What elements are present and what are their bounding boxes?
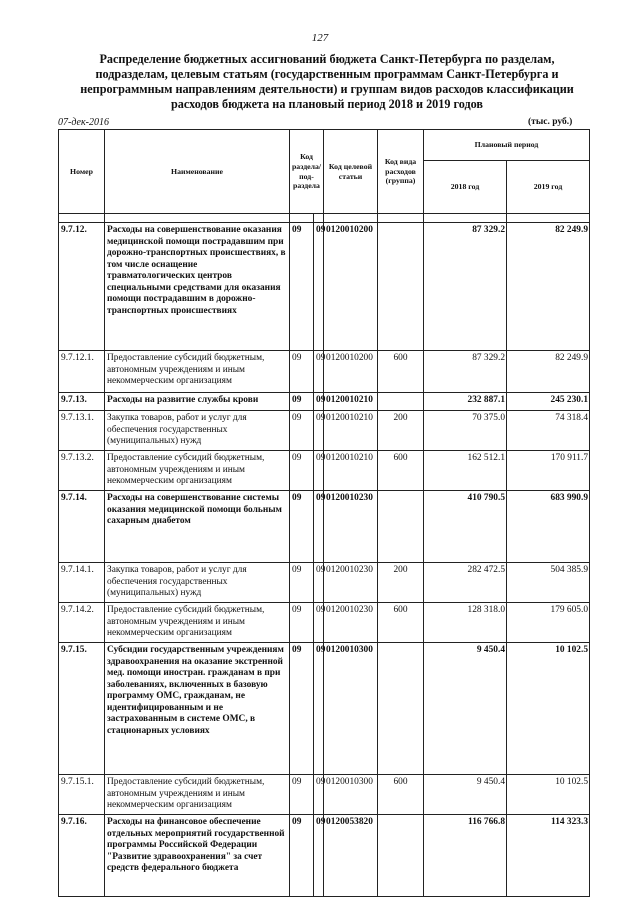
document-title: Распределение бюджетных ассигнований бюджета Санкт-Петербурга по разделам, подразделам, целевым статьям (государственным программам Санкт-Петербурга и непрограммным направлениям деятельности) и группам видов расходов классификации расходов бюджета на плановый период 2018 и 2019 годов <box>80 52 574 111</box>
row-expense-type <box>378 223 424 351</box>
row-subsection-code: 09 <box>314 393 324 411</box>
row-name: Субсидии государственным учреждениям здравоохранения на оказание экстренной мед. помощи иностран. гражданам в при заболеваниях, включенных в базовую программу ОМС, гражданам, не идентифицированным и не застрахованным в системе ОМС, в стационарных условиях <box>105 643 290 775</box>
header-year-2018: 2018 год <box>424 161 507 214</box>
table-row <box>59 603 590 643</box>
row-amount-2018: 410 790.5 <box>424 491 507 563</box>
budget-table <box>58 129 590 897</box>
row-amount-2019: 74 318.4 <box>507 411 590 451</box>
row-amount-2019: 245 230.1 <box>507 393 590 411</box>
table-row <box>59 815 590 897</box>
row-subsection-code: 09 <box>314 603 324 643</box>
row-subsection-code: 09 <box>314 491 324 563</box>
row-name: Расходы на совершенствование системы оказания медицинской помощи больным сахарным диабетом <box>105 491 290 563</box>
row-number: 9.7.13.1. <box>59 411 105 451</box>
row-section-code: 09 <box>290 393 314 411</box>
row-amount-2019: 504 385.9 <box>507 563 590 603</box>
row-amount-2019: 10 102.5 <box>507 775 590 815</box>
row-amount-2018: 87 329.2 <box>424 223 507 351</box>
row-section-code: 09 <box>290 643 314 775</box>
row-target-code: 0120010230 <box>324 563 378 603</box>
row-amount-2018: 128 318.0 <box>424 603 507 643</box>
report-date: 07-дек-2016 <box>58 117 109 128</box>
row-target-code: 0120010200 <box>324 223 378 351</box>
row-number: 9.7.12.1. <box>59 351 105 393</box>
table-row <box>59 563 590 603</box>
row-name: Предоставление субсидий бюджетным, автономным учреждениям и иным некоммерческим организациям <box>105 603 290 643</box>
row-target-code: 0120053820 <box>324 815 378 897</box>
table-row <box>59 643 590 775</box>
row-amount-2019: 114 323.3 <box>507 815 590 897</box>
row-target-code: 0120010200 <box>324 351 378 393</box>
row-expense-type: 600 <box>378 603 424 643</box>
row-subsection-code: 09 <box>314 815 324 897</box>
row-amount-2019: 683 990.9 <box>507 491 590 563</box>
row-subsection-code: 09 <box>314 223 324 351</box>
row-number: 9.7.14.1. <box>59 563 105 603</box>
table-row <box>59 451 590 491</box>
row-amount-2018: 9 450.4 <box>424 643 507 775</box>
row-expense-type: 200 <box>378 563 424 603</box>
row-expense-type <box>378 815 424 897</box>
header-year-2019: 2019 год <box>507 161 590 214</box>
row-amount-2018: 87 329.2 <box>424 351 507 393</box>
row-target-code: 0120010210 <box>324 411 378 451</box>
row-number: 9.7.13. <box>59 393 105 411</box>
row-amount-2019: 170 911.7 <box>507 451 590 491</box>
header-number: Номер <box>59 130 105 214</box>
header-name: Наименование <box>105 130 290 214</box>
row-subsection-code: 09 <box>314 775 324 815</box>
units-label: (тыс. руб.) <box>528 117 573 127</box>
table-row <box>59 351 590 393</box>
row-expense-type: 600 <box>378 351 424 393</box>
row-section-code: 09 <box>290 563 314 603</box>
table-row <box>59 393 590 411</box>
row-section-code: 09 <box>290 491 314 563</box>
row-section-code: 09 <box>290 351 314 393</box>
row-number: 9.7.15. <box>59 643 105 775</box>
row-number: 9.7.15.1. <box>59 775 105 815</box>
row-name: Предоставление субсидий бюджетным, автономным учреждениям и иным некоммерческим организациям <box>105 451 290 491</box>
row-target-code: 0120010300 <box>324 775 378 815</box>
row-expense-type: 600 <box>378 451 424 491</box>
row-section-code: 09 <box>290 815 314 897</box>
row-amount-2018: 9 450.4 <box>424 775 507 815</box>
row-subsection-code: 09 <box>314 411 324 451</box>
row-target-code: 0120010300 <box>324 643 378 775</box>
row-section-code: 09 <box>290 223 314 351</box>
row-number: 9.7.14. <box>59 491 105 563</box>
row-number: 9.7.16. <box>59 815 105 897</box>
row-name: Расходы на финансовое обеспечение отдельных мероприятий государственной программы Российской Федерации "Развитие здравоохранения" за счет средств федерального бюджета <box>105 815 290 897</box>
row-subsection-code: 09 <box>314 643 324 775</box>
header-expense-type: Код вида расходов (группа) <box>378 130 424 214</box>
row-amount-2019: 82 249.9 <box>507 351 590 393</box>
row-amount-2019: 10 102.5 <box>507 643 590 775</box>
row-number: 9.7.14.2. <box>59 603 105 643</box>
row-section-code: 09 <box>290 451 314 491</box>
row-name: Закупка товаров, работ и услуг для обеспечения государственных (муниципальных) нужд <box>105 411 290 451</box>
row-amount-2018: 162 512.1 <box>424 451 507 491</box>
row-section-code: 09 <box>290 775 314 815</box>
table-row <box>59 223 590 351</box>
row-name: Закупка товаров, работ и услуг для обеспечения государственных (муниципальных) нужд <box>105 563 290 603</box>
row-subsection-code: 09 <box>314 451 324 491</box>
row-amount-2018: 232 887.1 <box>424 393 507 411</box>
header-planned-period: Плановый период <box>424 130 590 161</box>
table-row <box>59 411 590 451</box>
header-section: Код раздела/ под- раздела <box>290 130 324 214</box>
row-amount-2018: 70 375.0 <box>424 411 507 451</box>
row-target-code: 0120010230 <box>324 603 378 643</box>
row-subsection-code: 09 <box>314 563 324 603</box>
row-target-code: 0120010210 <box>324 451 378 491</box>
header-target: Код целевой статьи <box>324 130 378 214</box>
row-name: Расходы на развитие службы крови <box>105 393 290 411</box>
row-amount-2018: 282 472.5 <box>424 563 507 603</box>
row-name: Расходы на совершенствование оказания медицинской помощи пострадавшим при дорожно-транспортных происшествиях, в том числе оснащение травматологических центров специальными средствами для оказания помощи пострадавшим в дорожно-транспортных происшествиях <box>105 223 290 351</box>
row-amount-2019: 179 605.0 <box>507 603 590 643</box>
row-number: 9.7.12. <box>59 223 105 351</box>
row-subsection-code: 09 <box>314 351 324 393</box>
row-expense-type <box>378 491 424 563</box>
table-row <box>59 775 590 815</box>
row-section-code: 09 <box>290 411 314 451</box>
page-number: 127 <box>311 32 329 44</box>
row-expense-type <box>378 643 424 775</box>
row-amount-2018: 116 766.8 <box>424 815 507 897</box>
row-target-code: 0120010210 <box>324 393 378 411</box>
row-name: Предоставление субсидий бюджетным, автономным учреждениям и иным некоммерческим организациям <box>105 351 290 393</box>
row-number: 9.7.13.2. <box>59 451 105 491</box>
row-target-code: 0120010230 <box>324 491 378 563</box>
row-expense-type: 600 <box>378 775 424 815</box>
row-amount-2019: 82 249.9 <box>507 223 590 351</box>
row-section-code: 09 <box>290 603 314 643</box>
row-name: Предоставление субсидий бюджетным, автономным учреждениям и иным некоммерческим организациям <box>105 775 290 815</box>
table-row <box>59 491 590 563</box>
row-expense-type <box>378 393 424 411</box>
row-expense-type: 200 <box>378 411 424 451</box>
